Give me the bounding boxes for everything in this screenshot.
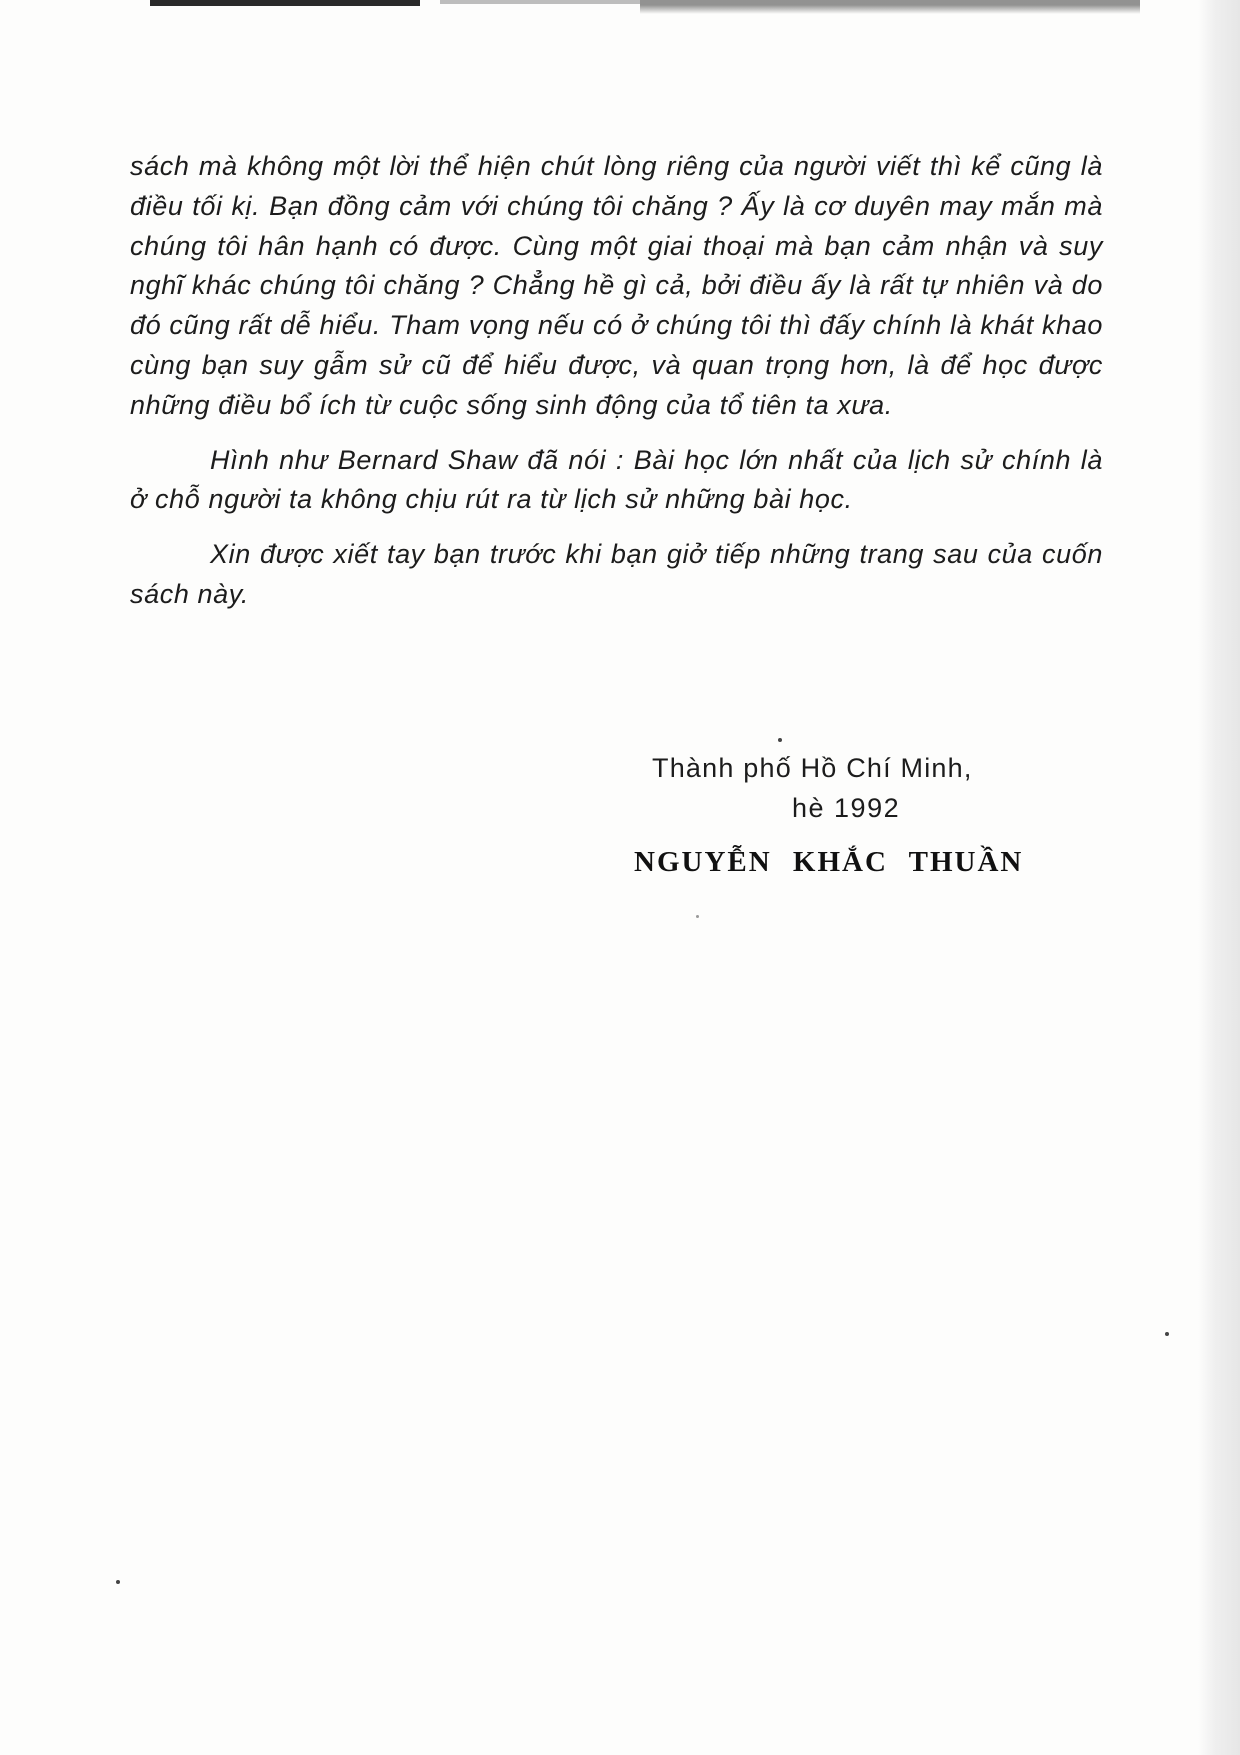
scan-speck — [1165, 1332, 1169, 1336]
paragraph-closing: Xin được xiết tay bạn trước khi bạn giở tiếp những trang sau của cuốn sách này. — [130, 539, 1103, 609]
paragraph-quote: Hình như Bernard Shaw đã nói : Bài học lớn nhất của lịch sử chính là ở chỗ người ta không chịu rút ra từ lịch sử những bài học. — [130, 444, 1103, 515]
scan-artifact-top-line — [440, 0, 640, 4]
signoff-place: Thành phố Hồ Chí Minh, — [652, 753, 973, 783]
scan-speck — [778, 738, 782, 742]
signoff-author: NGUYỄN KHẮC THUẦN — [634, 846, 1024, 878]
page-edge-shadow — [1198, 0, 1240, 1755]
scan-artifact-top-bar — [150, 0, 420, 6]
signoff-date: hè 1992 — [792, 793, 901, 823]
scan-speck — [696, 915, 699, 918]
scan-speck — [116, 1580, 120, 1584]
scan-artifact-previous-page-edge — [640, 0, 1140, 14]
paragraph-intro: sách mà không một lời thể hiện chút lòng riêng của người viết thì kể cũng là điều tối kị. Bạn đồng cảm với chúng tôi chăng ? Ấy là cơ duyên may mắn mà chúng tôi hân hạnh có được. Cùng một giai thoại mà bạn cảm nhận và suy nghĩ khác chúng tôi chăng ? Chẳng hề gì cả, bởi điều ấy là rất tự nhiên và do đó cũng rất dễ hiểu. Tham vọng nếu có ở chúng tôi thì đấy chính là khát khao cùng bạn suy gẫm sử cũ để hiểu được, và quan trọng hơn, là để học được những điều bổ ích từ cuộc sống sinh động của tổ tiên ta xưa. — [130, 151, 1103, 420]
body-text — [130, 147, 1103, 615]
